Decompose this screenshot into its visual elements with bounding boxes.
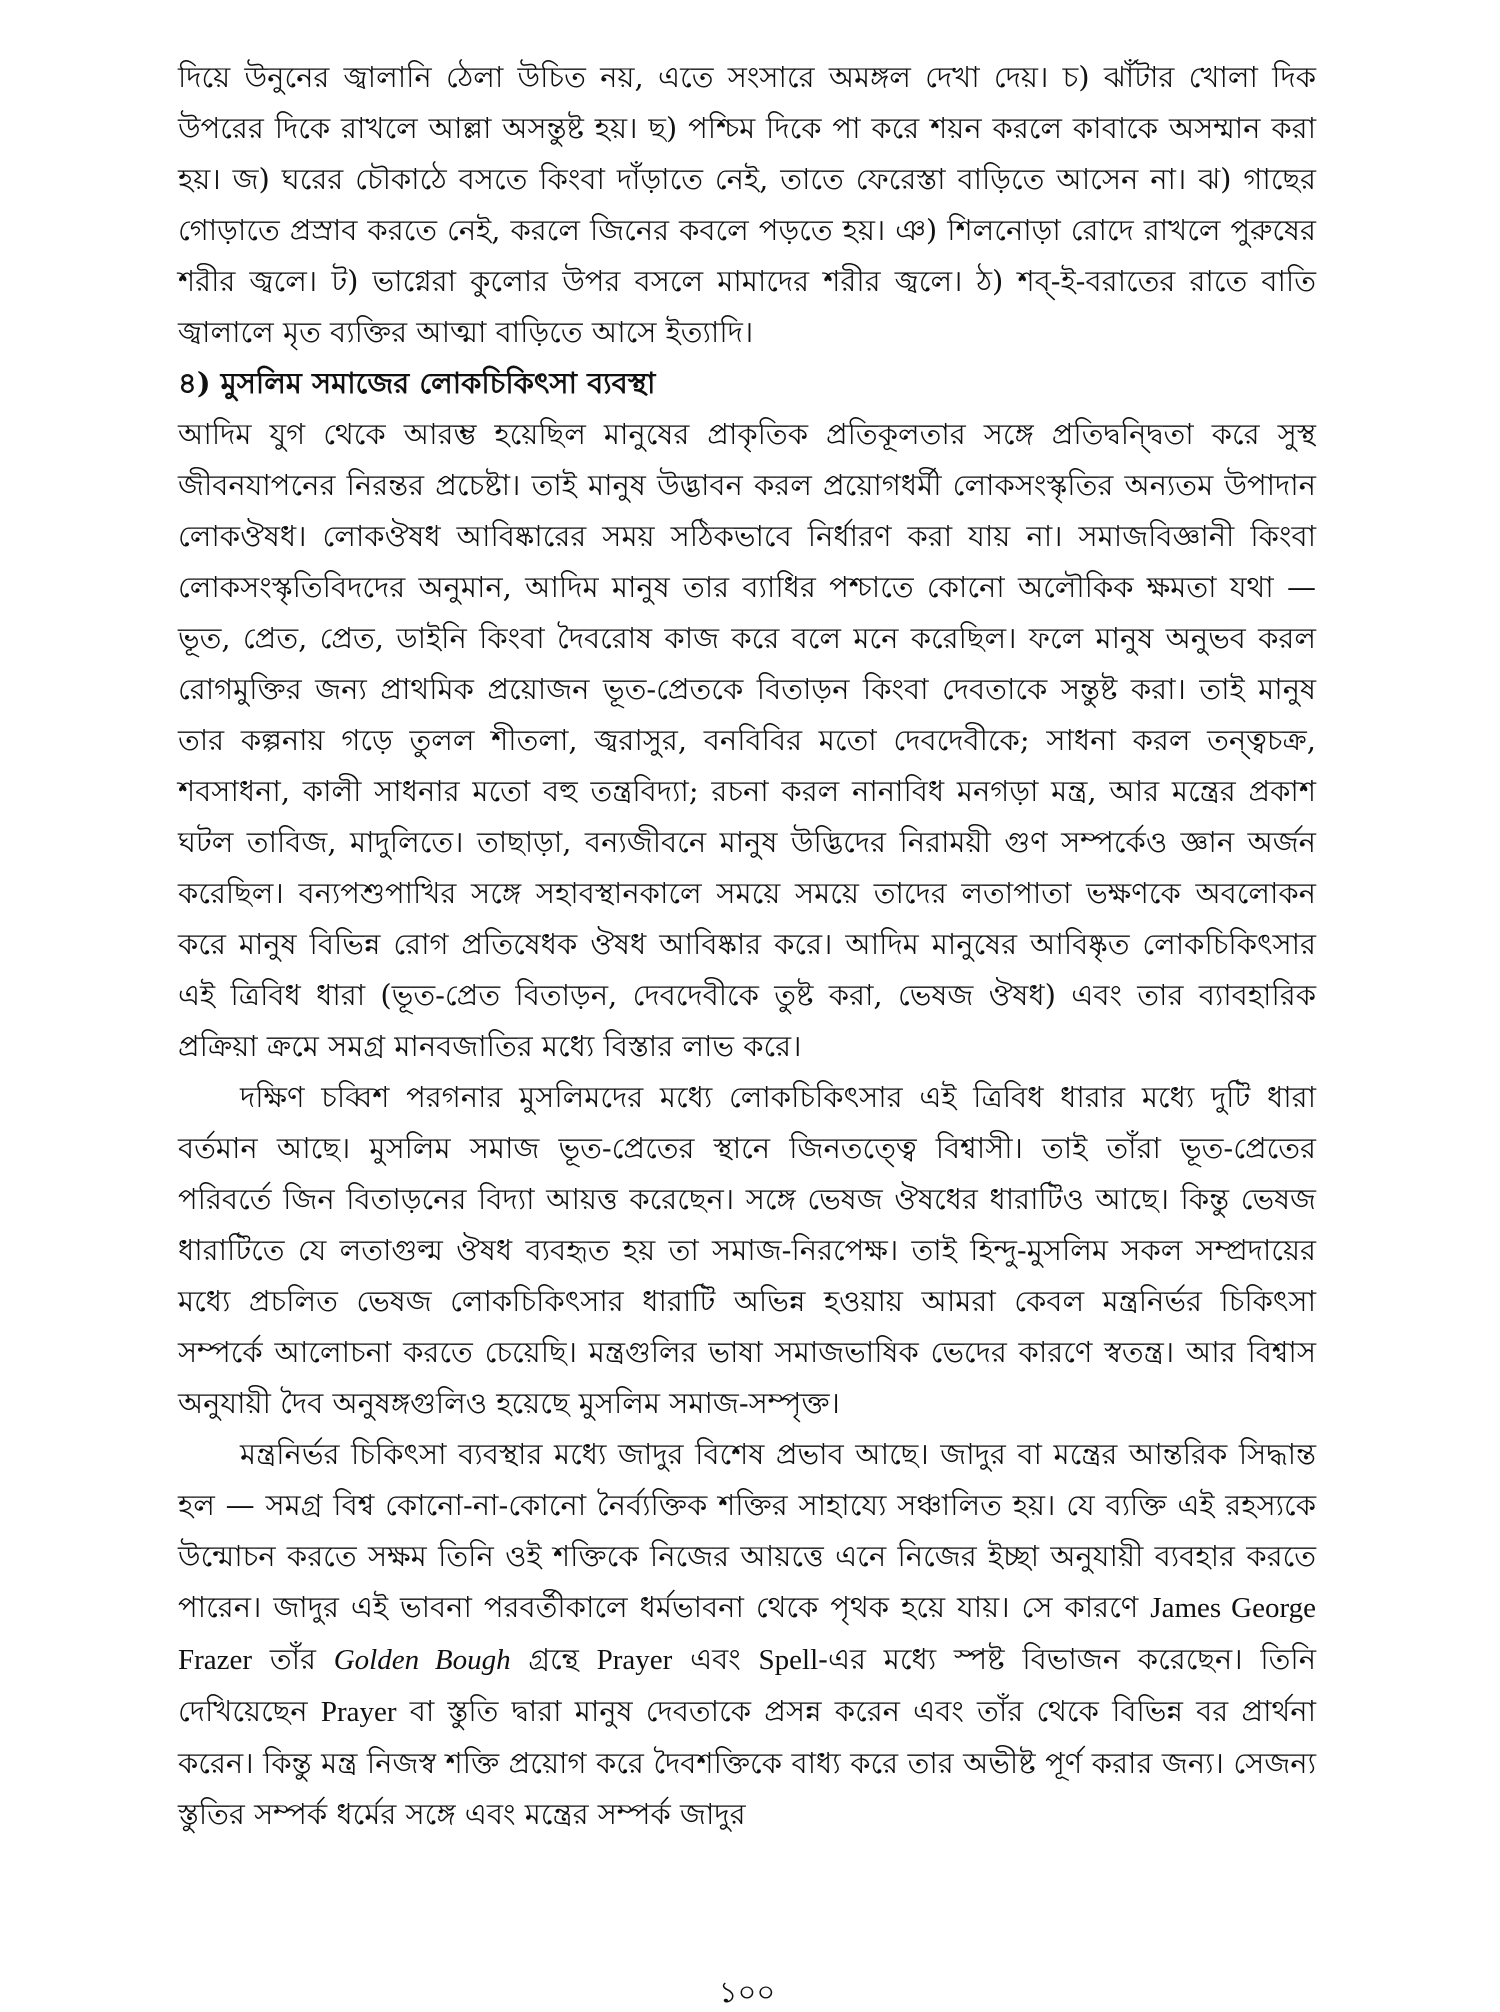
page-number: ১০০ bbox=[718, 1975, 776, 2009]
book-title: Golden Bough bbox=[333, 1644, 511, 1676]
paragraph-2: দক্ষিণ চব্বিশ পরগনার মুসলিমদের মধ্যে লোকচিকিৎসার এই ত্রিবিধ ধারার মধ্যে দুটি ধারা বর্তমান আছে। মুসলিম সমাজ ভূত-প্রেতের স্থানে জিনতত্ত্বে বিশ্বাসী। তাই তাঁরা ভূত-প্রেতের পরিবর্তে জিন বিতাড়নের বিদ্যা আয়ত্ত করেছেন। সঙ্গে ভেষজ ঔষধের ধারাটিও আছে। কিন্তু ভেষজ ধারাটিতে যে লতাগুল্ম ঔষধ ব্যবহৃত হয় তা সমাজ-নিরপেক্ষ। তাই হিন্দু-মুসলিম সকল সম্প্রদায়ের মধ্যে প্রচলিত ভেষজ লোকচিকিৎসার ধারাটি অভিন্ন হওয়ায় আমরা কেবল মন্ত্রনির্ভর চিকিৎসা সম্পর্কে আলোচনা করতে চেয়েছি। মন্ত্রগুলির ভাষা সমাজভাষিক ভেদের কারণে স্বতন্ত্র। আর বিশ্বাস অনুযায়ী দৈব অনুষঙ্গগুলিও হয়েছে মুসলিম সমাজ-সম্পৃক্ত। bbox=[178, 1080, 1316, 1420]
author-name: James George Frazer bbox=[178, 1592, 1316, 1676]
paragraph-3-text-1: মন্ত্রনির্ভর চিকিৎসা ব্যবস্থার মধ্যে জাদুর বিশেষ প্রভাব আছে। জাদুর বা মন্ত্রের আন্তরিক সিদ্ধান্ত হল — সমগ্র বিশ্ব কোনো-না-কোনো নৈর্ব্যক্তিক শক্তির সাহায্যে সঞ্চালিত হয়। যে ব্যক্তি এই রহস্যকে উন্মোচন করতে সক্ষম তিনি ওই শক্তিকে নিজের আয়ত্তে এনে নিজের ইচ্ছা অনুযায়ী ব্যবহার করতে পারেন। জাদুর এই ভাবনা পরবর্তীকালে ধর্মভাবনা থেকে পৃথক হয়ে যায়। সে কারণে bbox=[178, 1437, 1316, 1624]
paragraph-3-text-2: তাঁর bbox=[269, 1642, 316, 1676]
paragraph-1: আদিম যুগ থেকে আরম্ভ হয়েছিল মানুষের প্রাকৃতিক প্রতিকূলতার সঙ্গে প্রতিদ্বন্দ্বিতা করে সুস্থ জীবনযাপনের নিরন্তর প্রচেষ্টা। তাই মানুষ উদ্ভাবন করল প্রয়োগধর্মী লোকসংস্কৃতির অন্যতম উপাদান লোকঔষধ। লোকঔষধ আবিষ্কারের সময় সঠিকভাবে নির্ধারণ করা যায় না। সমাজবিজ্ঞানী কিংবা লোকসংস্কৃতিবিদদের অনুমান, আদিম মানুষ তার ব্যাধির পশ্চাতে কোনো অলৌকিক ক্ষমতা যথা — ভূত, প্রেত, প্রেত, ডাইনি কিংবা দৈবরোষ কাজ করে বলে মনে করেছিল। ফলে মানুষ অনুভব করল রোগমুক্তির জন্য প্রাথমিক প্রয়োজন ভূত-প্রেতকে বিতাড়ন কিংবা দেবতাকে সন্তুষ্ট করা। তাই মানুষ তার কল্পনায় গড়ে তুলল শীতলা, জ্বরাসুর, বনবিবির মতো দেবদেবীকে; সাধনা করল তন্ত্বচক্র, শবসাধনা, কালী সাধনার মতো বহু তন্ত্রবিদ্যা; রচনা করল নানাবিধ মনগড়া মন্ত্র, আর মন্ত্রের প্রকাশ ঘটল তাবিজ, মাদুলিতে। তাছাড়া, বন্যজীবনে মানুষ উদ্ভিদের নিরাময়ী গুণ সম্পর্কেও জ্ঞান অর্জন করেছিল। বন্যপশুপাখির সঙ্গে সহাবস্থানকালে সময়ে সময়ে তাদের লতাপাতা ভক্ষণকে অবলোকন করে মানুষ বিভিন্ন রোগ প্রতিষেধক ঔষধ আবিষ্কার করে। আদিম মানুষের আবিষ্কৃত লোকচিকিৎসার এই ত্রিবিধ ধারা (ভূত-প্রেত বিতাড়ন, দেবদেবীকে তুষ্ট করা, ভেষজ ঔষধ) এবং তার ব্যাবহারিক প্রক্রিয়া ক্রমে সমগ্র মানবজাতির মধ্যে বিস্তার লাভ করে। bbox=[178, 417, 1316, 1063]
paragraph-3-text-4: এবং bbox=[690, 1642, 741, 1676]
book-page bbox=[178, 52, 1317, 2009]
paragraph-3-text-3: গ্রন্থে bbox=[528, 1642, 579, 1676]
paragraph-3-text-5: -এর মধ্যে স্পষ্ট বিভাজন করেছেন। তিনি দেখিয়েছেন bbox=[178, 1642, 1317, 1728]
term-prayer: Prayer bbox=[596, 1644, 673, 1676]
paragraph-continued: দিয়ে উনুনের জ্বালানি ঠেলা উচিত নয়, এতে সংসারে অমঙ্গল দেখা দেয়। চ) ঝাঁটার খোলা দিক উপরের দিকে রাখলে আল্লা অসন্তুষ্ট হয়। ছ) পশ্চিম দিকে পা করে শয়ন করলে কাবাকে অসম্মান করা হয়। জ) ঘরের চৌকাঠে বসতে কিংবা দাঁড়াতে নেই, তাতে ফেরেস্তা বাড়িতে আসেন না। ঝ) গাছের গোড়াতে প্রস্রাব করতে নেই, করলে জিনের কবলে পড়তে হয়। ঞ) শিলনোড়া রোদে রাখলে পুরুষের শরীর জ্বলে। ট) ভাগ্নেরা কুলোর উপর বসলে মামাদের শরীর জ্বলে। ঠ) শব্-ই-বরাতের রাতে বাতি জ্বালালে মৃত ব্যক্তির আত্মা বাড়িতে আসে ইত্যাদি। bbox=[178, 60, 1316, 349]
section-heading: ৪) মুসলিম সমাজের লোকচিকিৎসা ব্যবস্থা bbox=[178, 366, 656, 400]
paragraph-3-text-6: বা স্তুতি দ্বারা মানুষ দেবতাকে প্রসন্ন করেন এবং তাঁর থেকে বিভিন্ন বর প্রার্থনা করেন। কিন্তু মন্ত্র নিজস্ব শক্তি প্রয়োগ করে দৈবশক্তিকে বাধ্য করে তার অভীষ্ট পূর্ণ করার জন্য। সেজন্য স্তুতির সম্পর্ক ধর্মের সঙ্গে এবং মন্ত্রের সম্পর্ক জাদুর bbox=[178, 1694, 1316, 1831]
paragraph-3 bbox=[178, 1429, 1316, 1840]
term-spell: Spell bbox=[758, 1644, 819, 1676]
term-prayer-2: Prayer bbox=[320, 1696, 397, 1728]
